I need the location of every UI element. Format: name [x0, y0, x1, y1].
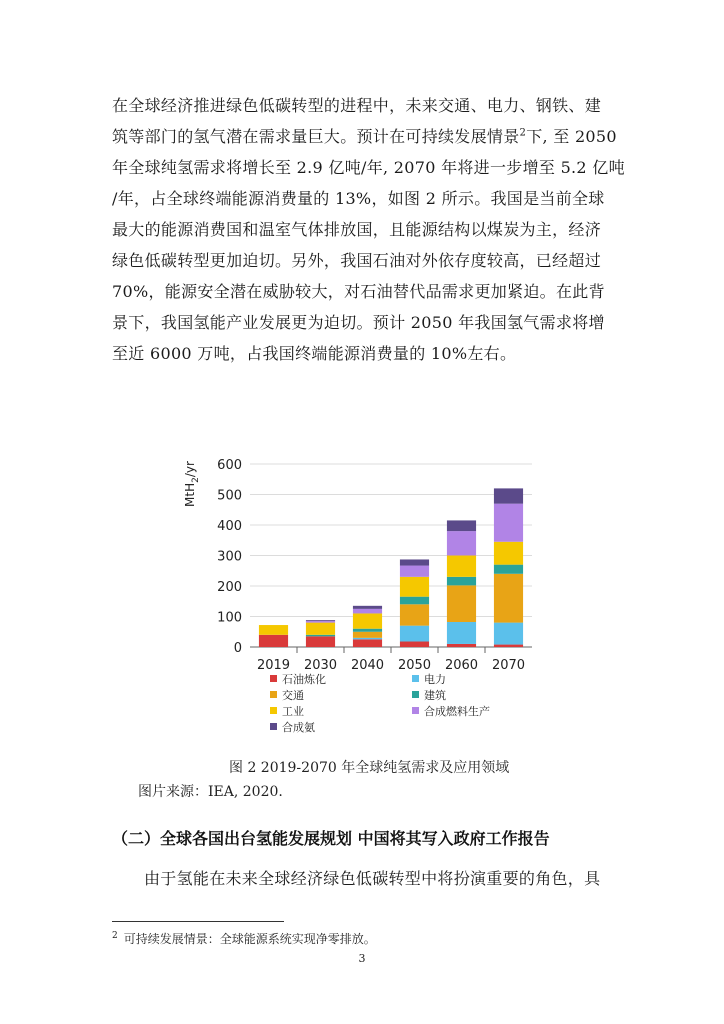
paragraph-line: 70%，能源安全潜在威胁较大，对石油替代品需求更加紧迫。在此背: [112, 282, 605, 301]
bar-segment: [353, 629, 382, 632]
footnote: [112, 930, 376, 947]
bar-segment: [400, 604, 429, 625]
legend-label: 建筑: [424, 689, 446, 702]
footnote-mark: 2: [112, 931, 118, 941]
bar-segment: [306, 635, 335, 637]
legend-label: 电力: [424, 673, 446, 686]
chart-y-axis: [217, 458, 242, 656]
page-number: 3: [358, 952, 366, 965]
legend-swatch: [270, 707, 277, 714]
y-tick-label: 600: [217, 458, 242, 473]
bar-segment: [494, 488, 523, 503]
paragraph-line: 绿色低碳转型更加迫切。另外，我国石油对外依存度较高，已经超过: [112, 251, 602, 270]
bar-segment: [400, 626, 429, 642]
footnote-text: 可持续发展情景：全球能源系统实现净零排放。: [123, 932, 376, 946]
bar-segment: [447, 622, 476, 644]
paragraph-line: 最大的能源消费国和温室气体排放国，且能源结构以煤炭为主，经济: [112, 220, 602, 239]
bar-segment: [494, 623, 523, 645]
paragraph-line: 景下，我国氢能产业发展更为迫切。预计 2050 年我国氢气需求将增: [112, 313, 605, 332]
legend-swatch: [270, 691, 277, 698]
bar-segment: [447, 531, 476, 555]
body-paragraph-1: [112, 90, 625, 369]
bar-segment: [353, 613, 382, 628]
paragraph-line-tail: 下, 至 2050: [526, 127, 617, 146]
paragraph-line: [112, 121, 615, 152]
bar-segment: [353, 606, 382, 609]
chart-gridlines: [250, 464, 532, 647]
legend-label: 石油炼化: [282, 673, 326, 686]
bar-segment: [494, 645, 523, 647]
bar-segment: [447, 577, 476, 586]
bar-segment: [306, 620, 335, 621]
paragraph-line: 至近 6000 万吨，占我国终端能源消费量的 10%左右。: [112, 344, 517, 363]
y-tick-label: 100: [217, 610, 242, 626]
bar-segment: [447, 585, 476, 622]
bar-segment: [306, 623, 335, 635]
bar-segment: [494, 565, 523, 574]
paragraph-2-text: 由于氢能在未来全球经济绿色低碳转型中将扮演重要的角色，具: [144, 869, 601, 888]
bar-segment: [400, 642, 429, 647]
x-tick-label: 2070: [491, 658, 526, 673]
legend-label: 合成氨: [282, 721, 315, 734]
bar-segment: [494, 574, 523, 623]
bar-segment: [400, 577, 429, 597]
y-tick-label: 200: [217, 580, 242, 595]
bar-segment: [400, 597, 429, 605]
y-tick-label: 500: [217, 488, 242, 504]
x-tick-label: 2019: [256, 658, 291, 673]
footnote-ref[interactable]: 2: [519, 127, 527, 139]
x-tick-label: 2040: [350, 658, 385, 673]
bar-segment: [447, 644, 476, 647]
y-tick-label: 300: [217, 549, 242, 565]
bar-segment: [400, 559, 429, 565]
y-tick-label: 0: [233, 641, 242, 656]
legend-label: 合成燃料生产: [424, 705, 490, 718]
bar-segment: [259, 635, 288, 647]
bar-segment: [306, 636, 335, 647]
bar-segment: [447, 556, 476, 577]
legend-label: 交通: [282, 689, 304, 702]
legend-swatch: [412, 691, 419, 698]
bar-segment: [494, 504, 523, 542]
section-heading: （二）全球各国出台氢能发展规划 中国将其写入政府工作报告: [112, 829, 550, 848]
x-tick-label: 2030: [303, 658, 338, 673]
figure-caption: 图 2 2019-2070 年全球纯氢需求及应用领域: [229, 760, 510, 776]
paragraph-line: 年全球纯氢需求将增长至 2.9 亿吨/年, 2070 年将进一步增至 5.2 亿吨: [112, 158, 625, 177]
footnote-rule: [112, 921, 284, 922]
bar-segment: [353, 632, 382, 638]
legend-swatch: [412, 707, 419, 714]
x-tick-label: 2060: [444, 658, 479, 673]
chart-bars: [259, 488, 523, 647]
bar-segment: [353, 639, 382, 647]
chart-y-label: MtH$_2$/yr: [183, 461, 201, 507]
bar-segment: [447, 520, 476, 531]
paragraph-line: /年，占全球终端能源消费量的 13%，如图 2 所示。我国是当前全球: [112, 189, 605, 208]
bar-segment: [306, 621, 335, 623]
figure-source: 图片来源：IEA, 2020.: [138, 784, 283, 800]
bar-segment: [353, 609, 382, 614]
x-tick-label: 2050: [397, 658, 432, 673]
legend-swatch: [412, 675, 419, 682]
bar-segment: [259, 625, 288, 635]
paragraph-line: 在全球经济推进绿色低碳转型的进程中，未来交通、电力、钢铁、建: [112, 96, 602, 115]
legend-swatch: [270, 675, 277, 682]
bar-segment: [353, 638, 382, 640]
paragraph-line-text: 筑等部门的氢气潜在需求量巨大。预计在可持续发展情景: [112, 127, 520, 146]
y-tick-label: 400: [217, 519, 242, 534]
bar-segment: [494, 542, 523, 565]
legend-swatch: [270, 723, 277, 730]
chart-legend: [270, 672, 490, 734]
bar-segment: [400, 566, 429, 577]
hydrogen-demand-chart: [180, 452, 540, 752]
body-paragraph-2: [112, 866, 617, 889]
chart-x-axis: [257, 647, 525, 673]
legend-label: 工业: [282, 705, 304, 718]
